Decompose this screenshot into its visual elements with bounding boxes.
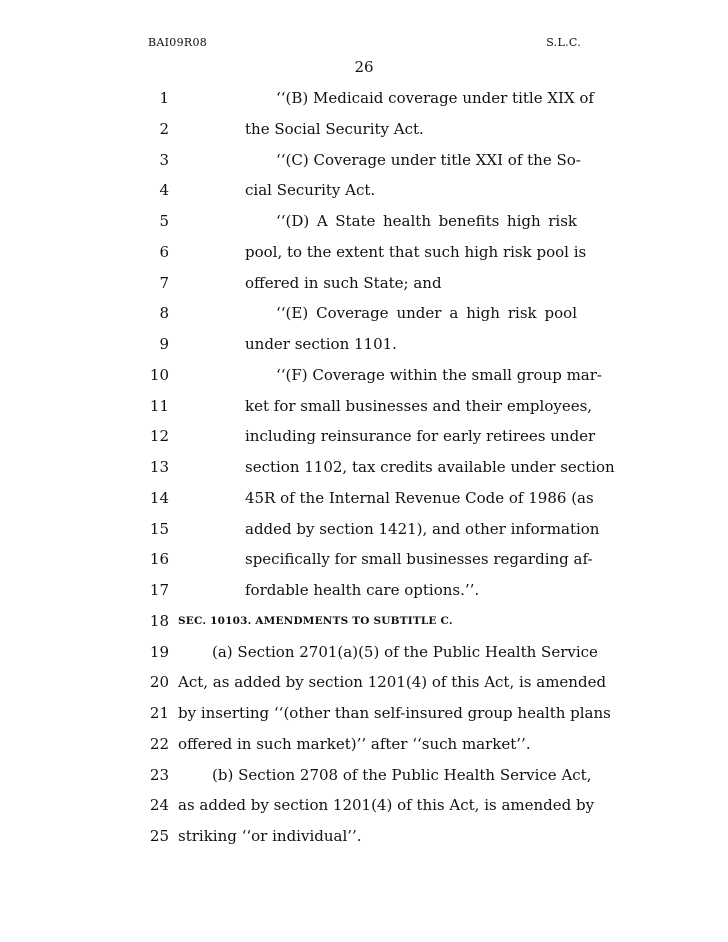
text-line [0,114,728,145]
line-number: 19 [149,642,169,661]
text-line [0,360,728,391]
text-line [0,145,728,176]
text-line [0,452,728,483]
line-number: 22 [149,734,169,753]
line-number: 13 [149,458,169,476]
text-line [0,298,728,329]
line-text: pool, to the extent that such high risk pool is [245,242,587,261]
text-line [0,237,728,268]
text-line [0,698,728,729]
line-text: offered in such State; and [245,273,442,292]
text-line [0,821,728,852]
line-text: cial Security Act. [245,181,376,200]
line-text: ‘‘(D) A State health benefits high risk [276,212,577,230]
line-text: offered in such market)’’ after ‘‘such market’’. [178,734,531,753]
text-line [0,760,728,791]
line-number: 18 [149,611,169,630]
line-text: ket for small businesses and their employees, [245,396,593,415]
line-text: ‘‘(C) Coverage under title XXI of the So- [276,150,581,169]
line-text: ‘‘(E) Coverage under a high risk pool [276,304,577,323]
line-number: 16 [149,550,169,569]
text-line [0,268,728,299]
line-text: fordable health care options.’’. [245,581,480,599]
text-line [0,637,728,668]
text-line [0,421,728,452]
line-number: 1 [159,89,169,107]
line-number: 21 [149,704,169,722]
text-line [0,790,728,821]
line-number: 5 [159,212,169,230]
text-line [0,544,728,575]
text-line [0,329,728,360]
line-text: (a) Section 2701(a)(5) of the Public Health Service [212,642,598,661]
line-text: as added by section 1201(4) of this Act, is amended by [178,796,595,815]
text-line [0,206,728,237]
text-line [0,575,728,606]
line-number: 8 [159,304,169,323]
text-line [0,483,728,514]
text-line [0,83,728,114]
text-line [0,391,728,422]
line-text: under section 1101. [245,335,397,353]
line-number: 4 [159,181,169,200]
document-body [0,83,728,852]
line-text: 45R of the Internal Revenue Code of 1986 (as [245,488,594,507]
line-number: 6 [159,242,169,261]
line-text: section 1102, tax credits available under section [245,458,615,476]
doc-id: BAI09R08 [148,36,208,49]
line-text: specifically for small businesses regarding af- [245,550,593,569]
page-number: 26 [354,58,374,76]
line-text: Act, as added by section 1201(4) of this Act, is amended [178,673,607,692]
line-text: including reinsurance for early retirees under [245,427,596,446]
line-number: 12 [149,427,169,446]
text-line [0,729,728,760]
line-number: 2 [159,119,169,138]
line-number: 20 [149,673,169,692]
line-number: 14 [149,488,169,507]
line-number: 25 [149,827,169,845]
line-number: 10 [149,365,169,384]
line-number: 3 [159,150,169,169]
line-text: ‘‘(B) Medicaid coverage under title XIX of [276,89,594,107]
line-text: added by section 1421), and other information [245,519,600,538]
line-text: striking ‘‘or individual’’. [178,827,362,845]
line-text: (b) Section 2708 of the Public Health Service Act, [212,765,592,784]
line-number: 23 [149,765,169,784]
line-number: 24 [149,796,169,815]
slc-label: S.L.C. [546,36,581,49]
line-text: the Social Security Act. [245,119,424,138]
line-number: 11 [149,396,169,415]
section-heading-text: SEC. 10103. AMENDMENTS TO SUBTITLE C. [178,614,453,627]
text-line [0,514,728,545]
line-text: by inserting ‘‘(other than self-insured group health plans [178,704,611,722]
text-line [0,175,728,206]
line-text: ‘‘(F) Coverage within the small group mar- [276,365,602,384]
line-number: 9 [159,335,169,353]
text-line [0,667,728,698]
line-number: 7 [159,273,169,292]
section-heading [0,606,728,637]
line-number: 17 [149,581,169,599]
line-number: 15 [149,519,169,538]
